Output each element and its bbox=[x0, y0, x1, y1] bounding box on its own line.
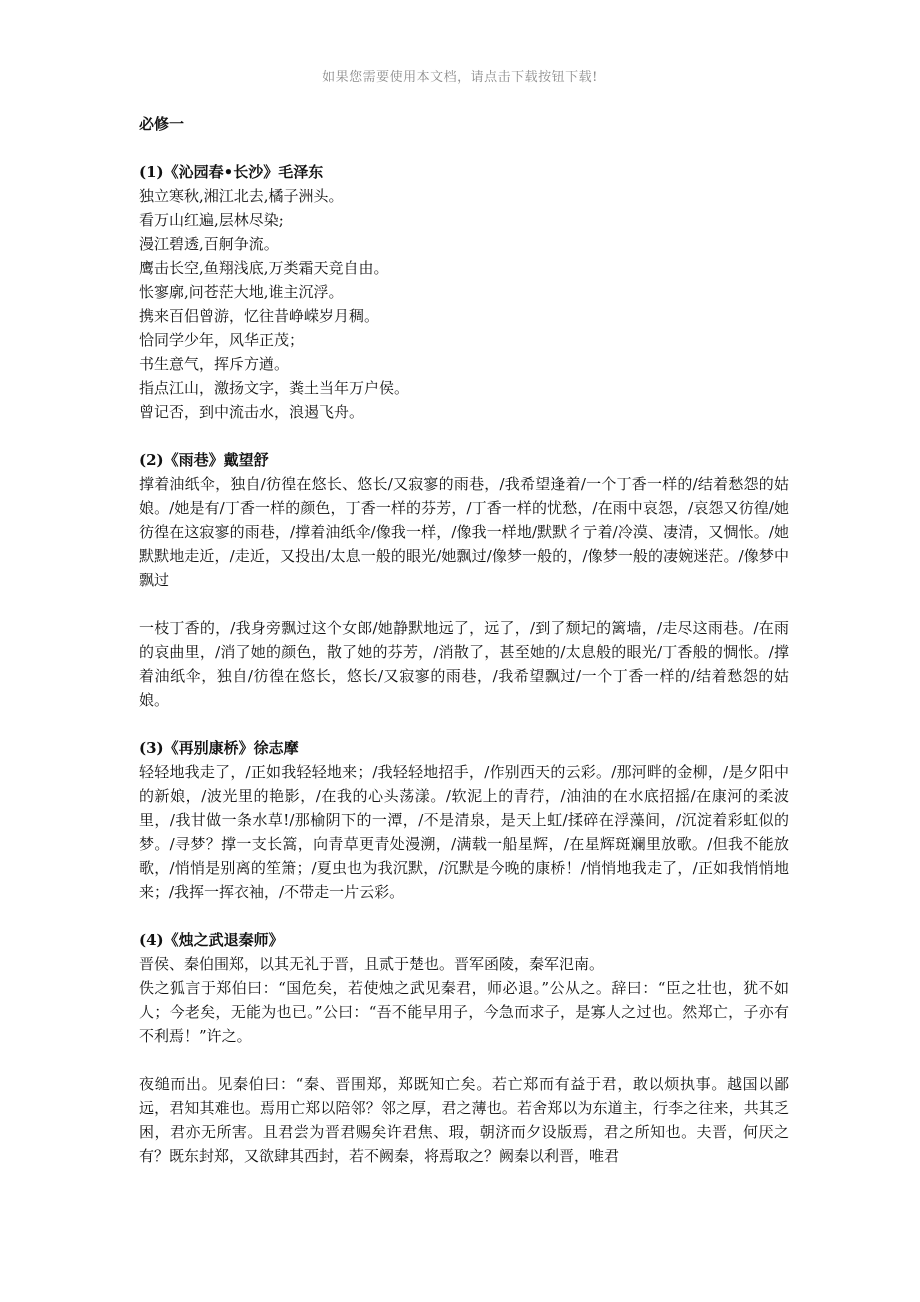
poem-section bbox=[139, 736, 789, 904]
poem-line: 携来百侣曾游，忆往昔峥嵘岁月稠。 bbox=[139, 307, 380, 325]
prose-paragraph: 佚之狐言于郑伯曰：“国危矣，若使烛之武见秦君，师必退。”公从之。辞曰：“臣之壮也，犹不如人；今老矣，无能为也已。”公曰：“吾不能早用子，今急而求子，是寡人之过也。然郑亡，子亦有不利焉！”许之。 bbox=[139, 979, 789, 1045]
poem-line: 独立寒秋,湘江北去,橘子洲头。 bbox=[139, 187, 344, 205]
document-body bbox=[139, 112, 789, 1168]
download-notice: 如果您需要使用本文档，请点击下载按钮下载! bbox=[322, 70, 598, 85]
poem-line: 看万山红遍,层林尽染; bbox=[139, 211, 284, 229]
prose-section bbox=[139, 928, 789, 1168]
poem-line: 漫江碧透,百舸争流。 bbox=[139, 235, 279, 253]
section-title: (2)《雨巷》戴望舒 bbox=[139, 451, 269, 469]
section-title: (3)《再别康桥》徐志摩 bbox=[139, 739, 299, 757]
poem-line: 鹰击长空,鱼翔浅底,万类霜天竞自由。 bbox=[139, 259, 389, 277]
volume-title: 必修一 bbox=[139, 115, 185, 133]
poem-line: 书生意气，挥斥方遒。 bbox=[139, 355, 290, 373]
poem-line: 怅寥廓,问苍茫大地,谁主沉浮。 bbox=[139, 283, 344, 301]
poem-paragraph: 一枝丁香的，/我身旁飘过这个女郎/她静默地远了，远了，/到了颓圮的篱墙，/走尽这雨巷。/在雨的哀曲里，/消了她的颜色，散了她的芬芳，/消散了，甚至她的/太息般的眼光/丁香般的惆怅。/撑着油纸伞，独自/彷徨在悠长，悠长/又寂寥的雨巷，/我希望飘过/一个丁香一样的/结着愁怨的姑娘。 bbox=[139, 619, 789, 709]
poem-section bbox=[139, 160, 789, 424]
prose-paragraph: 晋侯、秦伯围郑，以其无礼于晋，且贰于楚也。晋军函陵，秦军氾南。 bbox=[139, 955, 605, 973]
poem-paragraph: 撑着油纸伞，独自/彷徨在悠长、悠长/又寂寥的雨巷，/我希望逢着/一个丁香一样的/结着愁怨的姑娘。/她是有/丁香一样的颜色，丁香一样的芬芳，/丁香一样的忧愁，/在雨中哀怨，/哀怨又彷徨/她彷徨在这寂寥的雨巷，/撑着油纸伞/像我一样，/像我一样地/默默彳亍着/冷漠、凄清，又惆怅。/她默默地走近，/走近，又投出/太息一般的眼光/她飘过/像梦一般的，/像梦一般的凄婉迷茫。/像梦中飘过 bbox=[139, 475, 789, 589]
poem-line: 曾记否，到中流击水，浪遏飞舟。 bbox=[139, 403, 365, 421]
poem-paragraph: 轻轻地我走了，/正如我轻轻地来；/我轻轻地招手，/作别西天的云彩。/那河畔的金柳，/是夕阳中的新娘，/波光里的艳影，/在我的心头荡漾。/软泥上的青荇，/油油的在水底招摇/在康河的柔波里，/我甘做一条水草!/那榆阴下的一潭，/不是清泉，是天上虹/揉碎在浮藻间，/沉淀着彩虹似的梦。/寻梦？撑一支长篙，向青草更青处漫溯，/满载一船星辉，/在星辉斑斓里放歌。/但我不能放歌，/悄悄是别离的笙箫；/夏虫也为我沉默，/沉默是今晚的康桥！/悄悄地我走了，/正如我悄悄地来；/我挥一挥衣袖，/不带走一片云彩。 bbox=[139, 763, 789, 901]
poem-section bbox=[139, 448, 789, 712]
poem-line: 指点江山，激扬文字，粪土当年万户侯。 bbox=[139, 379, 410, 397]
section-title: (1)《沁园春•长沙》毛泽东 bbox=[139, 163, 324, 181]
prose-paragraph: 夜缒而出。见秦伯曰：“秦、晋围郑，郑既知亡矣。若亡郑而有益于君，敢以烦执事。越国以鄙远，君知其难也。焉用亡郑以陪邻？邻之厚，君之薄也。若舍郑以为东道主，行李之往来，共其乏困，君亦无所害。且君尝为晋君赐矣许君焦、瑕，朝济而夕设版焉，君之所知也。夫晋，何厌之有？既东封郑，又欲肆其西封，若不阙秦，将焉取之？阙秦以利晋，唯君 bbox=[139, 1075, 789, 1165]
poem-line: 恰同学少年，风华正茂； bbox=[139, 331, 305, 349]
section-title: (4)《烛之武退秦师》 bbox=[139, 931, 284, 949]
